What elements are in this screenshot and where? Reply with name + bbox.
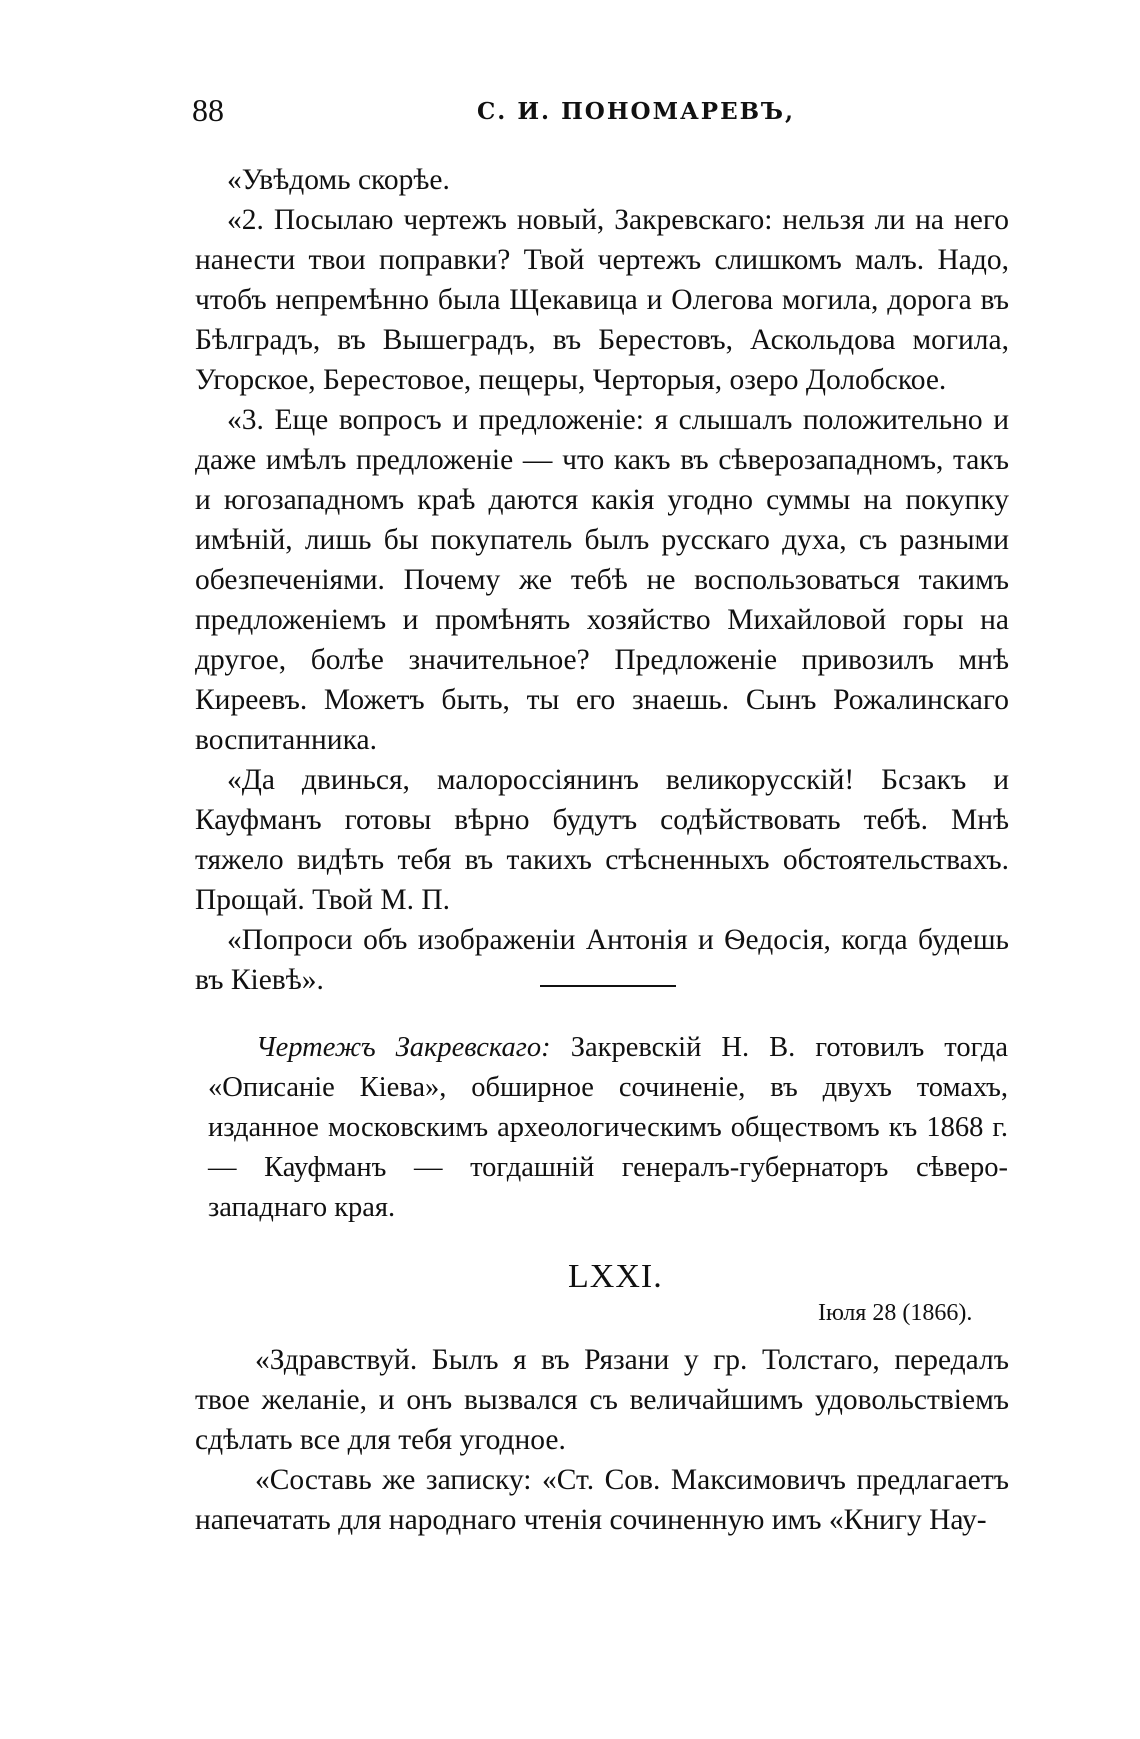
letter-body — [195, 160, 1009, 1000]
letter-paragraph: «Попроси объ изображеніи Антонія и Ѳедосія, когда будешь въ Кіевѣ». — [195, 924, 1009, 996]
letter-date: Іюля 28 (1866). — [818, 1300, 973, 1326]
footnote-text: Закревскій Н. В. готовилъ тогда «Описаніе Кіева», обширное сочиненіе, въ двухъ томахъ, изданное московскимъ археологическимъ обществомъ къ 1868 г.— Кауфманъ — тогдашній генералъ-губернаторъ сѣверо-западнаго края. — [208, 1032, 1008, 1223]
letter-paragraph: «Да двинься, малороссіянинъ великорусскій! Бсзакъ и Кауфманъ готовы вѣрно будутъ содѣйствовать тебѣ. Мнѣ тяжело видѣть тебя въ такихъ стѣсненныхъ обстоятельствахъ. Прощай. Твой М. П. — [195, 764, 1009, 916]
page-number: 88 — [192, 92, 224, 128]
footnote-paragraph — [208, 1028, 1008, 1228]
running-head: С. И. ПОНОМАРЕВЪ, — [477, 98, 796, 125]
letter-paragraph: «3. Еще вопросъ и предложеніе: я слышалъ положительно и даже имѣлъ предложеніе — что какъ въ сѣверозападномъ, такъ и югозападномъ краѣ даются какія угодно суммы на покупку имѣній, лишь бы покупатель былъ русскаго духа, съ разными обезпеченіями. Почему же тебѣ не воспользоваться такимъ предложеніемъ и промѣнять хозяйство Михайловой горы на другое, болѣе значительное? Предложеніе привозилъ мнѣ Киреевъ. Можетъ быть, ты его знаешь. Сынъ Рожалинскаго воспитанника. — [195, 404, 1009, 756]
section-divider — [540, 985, 676, 987]
page-header — [192, 92, 1010, 132]
letter-paragraph: «Здравствуй. Былъ я въ Рязани у гр. Толстаго, передалъ твое желаніе, и онъ вызвался съ величайшимъ удовольствіемъ сдѣлать все для тебя угодное. — [195, 1344, 1009, 1456]
letter-paragraph: «2. Посылаю чертежъ новый, Закревскаго: нельзя ли на него нанести твои поправки? Твой чертежъ слишкомъ малъ. Надо, чтобъ непремѣнно была Щекавица и Олегова могила, дорога въ Бѣлградъ, въ Вышеградъ, въ Берестовъ, Аскольдова могила, Угорское, Берестовое, пещеры, Черторыя, озеро Долобское. — [195, 204, 1009, 396]
letter-paragraph: «Увѣдомь скорѣе. — [227, 164, 450, 196]
footnote-lead: Чертежъ Закревскаго: — [256, 1032, 551, 1063]
second-letter-body — [195, 1340, 1009, 1540]
letter-paragraph: «Составь же записку: «Ст. Сов. Максимовичъ предлагаетъ напечатать для народнаго чтенія сочиненную имъ «Книгу Нау- — [195, 1464, 1009, 1536]
footnote — [208, 1028, 1008, 1228]
section-title: LXXI. — [568, 1258, 663, 1295]
